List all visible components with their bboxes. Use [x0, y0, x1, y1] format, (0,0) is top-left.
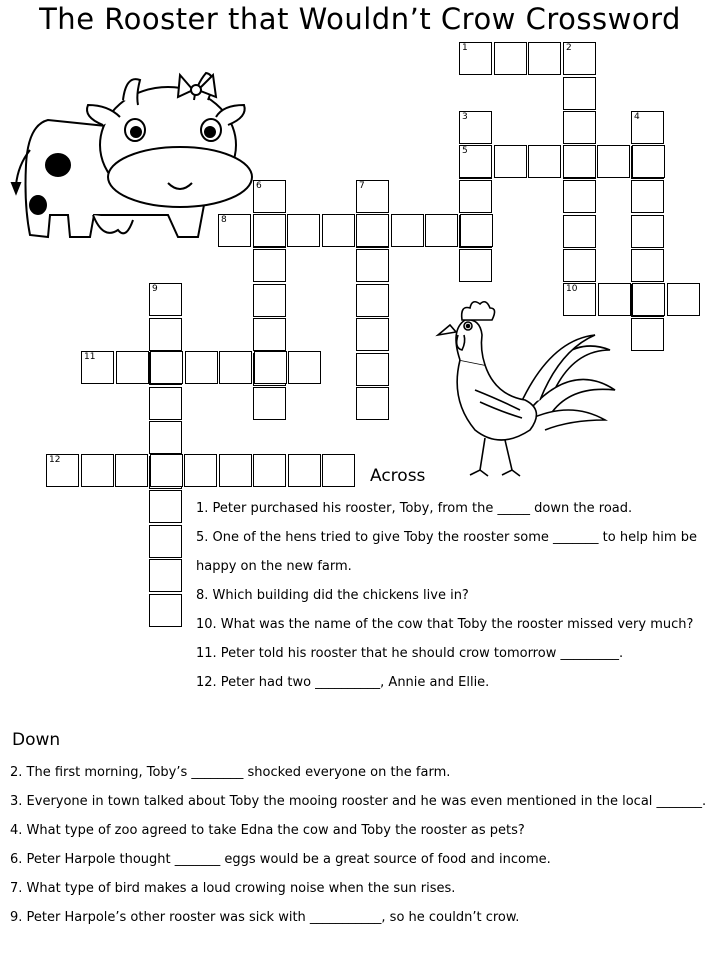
crossword-cell[interactable]	[631, 215, 664, 248]
clue-number: 12	[49, 455, 61, 465]
crossword-cell[interactable]	[563, 111, 596, 144]
clue-number: 10	[566, 284, 578, 294]
down-clue-7: 7. What type of bird makes a loud crowing noise when the sun rises.	[10, 881, 456, 896]
crossword-cell[interactable]	[150, 351, 183, 384]
crossword-cell[interactable]	[460, 214, 493, 247]
crossword-cell[interactable]	[528, 42, 561, 75]
crossword-cell[interactable]	[322, 214, 355, 247]
crossword-cell[interactable]	[253, 284, 286, 317]
crossword-cell[interactable]	[563, 77, 596, 110]
rooster-illustration	[420, 290, 620, 490]
down-clue-4: 4. What type of zoo agreed to take Edna the cow and Toby the rooster as pets?	[10, 823, 525, 838]
crossword-cell[interactable]	[459, 180, 492, 213]
crossword-cell[interactable]	[631, 180, 664, 213]
crossword-cell[interactable]	[356, 249, 389, 282]
crossword-cell[interactable]	[254, 351, 287, 384]
crossword-cell[interactable]	[631, 318, 664, 351]
across-clue-12: 12. Peter had two __________, Annie and Ellie.	[196, 675, 490, 690]
crossword-cell[interactable]	[287, 214, 320, 247]
crossword-cell[interactable]	[632, 145, 665, 178]
page-title: The Rooster that Wouldn’t Crow Crossword	[39, 2, 681, 36]
crossword-cell[interactable]	[356, 353, 389, 386]
crossword-cell[interactable]	[184, 454, 217, 487]
crossword-cell[interactable]	[253, 249, 286, 282]
crossword-cell[interactable]	[494, 145, 527, 178]
crossword-cell[interactable]	[288, 351, 321, 384]
down-clue-6: 6. Peter Harpole thought _______ eggs would be a great source of food and income.	[10, 852, 551, 867]
crossword-cell[interactable]	[150, 454, 183, 487]
down-clue-3: 3. Everyone in town talked about Toby the mooing rooster and he was even mentioned in the local _______.	[10, 794, 707, 809]
across-clue-1: 1. Peter purchased his rooster, Toby, from the _____ down the road.	[196, 501, 633, 516]
crossword-cell[interactable]	[149, 525, 182, 558]
crossword-cell[interactable]	[253, 318, 286, 351]
crossword-cell[interactable]	[288, 454, 321, 487]
crossword-cell[interactable]	[115, 454, 148, 487]
crossword-cell[interactable]	[219, 454, 252, 487]
crossword-cell[interactable]	[149, 387, 182, 420]
crossword-cell[interactable]	[598, 283, 631, 316]
crossword-cell[interactable]	[253, 454, 286, 487]
crossword-cell[interactable]	[563, 180, 596, 213]
down-clue-list	[10, 758, 710, 932]
crossword-cell[interactable]	[391, 214, 424, 247]
crossword-cell[interactable]	[356, 284, 389, 317]
crossword-cell[interactable]	[116, 351, 149, 384]
crossword-cell[interactable]	[219, 351, 252, 384]
crossword-cell[interactable]	[356, 387, 389, 420]
crossword-cell[interactable]	[81, 454, 114, 487]
crossword-cell[interactable]	[253, 214, 286, 247]
crossword-cell[interactable]	[149, 594, 182, 627]
across-clue-11: 11. Peter told his rooster that he should crow tomorrow _________.	[196, 646, 624, 661]
across-clue-5: 5. One of the hens tried to give Toby the rooster some _______ to help him be happy on the new farm.	[196, 530, 697, 574]
across-clue-10: 10. What was the name of the cow that Toby the rooster missed very much?	[196, 617, 694, 632]
crossword-cell[interactable]	[356, 214, 389, 247]
crossword-cell[interactable]	[149, 490, 182, 523]
clue-number: 1	[462, 43, 468, 53]
across-clue-list	[196, 494, 718, 697]
clue-number: 7	[359, 181, 365, 191]
down-clue-2: 2. The first morning, Toby’s ________ shocked everyone on the farm.	[10, 765, 451, 780]
crossword-cell[interactable]	[425, 214, 458, 247]
crossword-cell[interactable]	[356, 318, 389, 351]
crossword-cell[interactable]	[528, 145, 561, 178]
down-heading: Down	[12, 730, 61, 750]
crossword-cell[interactable]	[597, 145, 630, 178]
clue-number: 8	[221, 215, 227, 225]
across-clue-8: 8. Which building did the chickens live in?	[196, 588, 469, 603]
crossword-cell[interactable]	[563, 215, 596, 248]
clue-number: 9	[152, 284, 158, 294]
crossword-cell[interactable]	[149, 318, 182, 351]
crossword-cell[interactable]	[563, 249, 596, 282]
crossword-cell[interactable]	[322, 454, 355, 487]
crossword-cell[interactable]	[494, 42, 527, 75]
down-clue-9: 9. Peter Harpole’s other rooster was sick with ___________, so he couldn’t crow.	[10, 910, 520, 925]
across-heading: Across	[370, 466, 426, 486]
crossword-cell[interactable]	[149, 421, 182, 454]
clue-number: 6	[256, 181, 262, 191]
crossword-cell[interactable]	[631, 249, 664, 282]
crossword-cell[interactable]	[185, 351, 218, 384]
crossword-cell[interactable]	[149, 559, 182, 592]
crossword-cell[interactable]	[563, 145, 596, 178]
clue-number: 5	[462, 146, 468, 156]
crossword-cell[interactable]	[667, 283, 700, 316]
crossword-cell[interactable]	[459, 249, 492, 282]
crossword-cell[interactable]	[632, 283, 665, 316]
crossword-cell[interactable]	[253, 387, 286, 420]
clue-number: 2	[566, 43, 572, 53]
clue-number: 11	[84, 352, 96, 362]
clue-number: 4	[634, 112, 640, 122]
clue-number: 3	[462, 112, 468, 122]
